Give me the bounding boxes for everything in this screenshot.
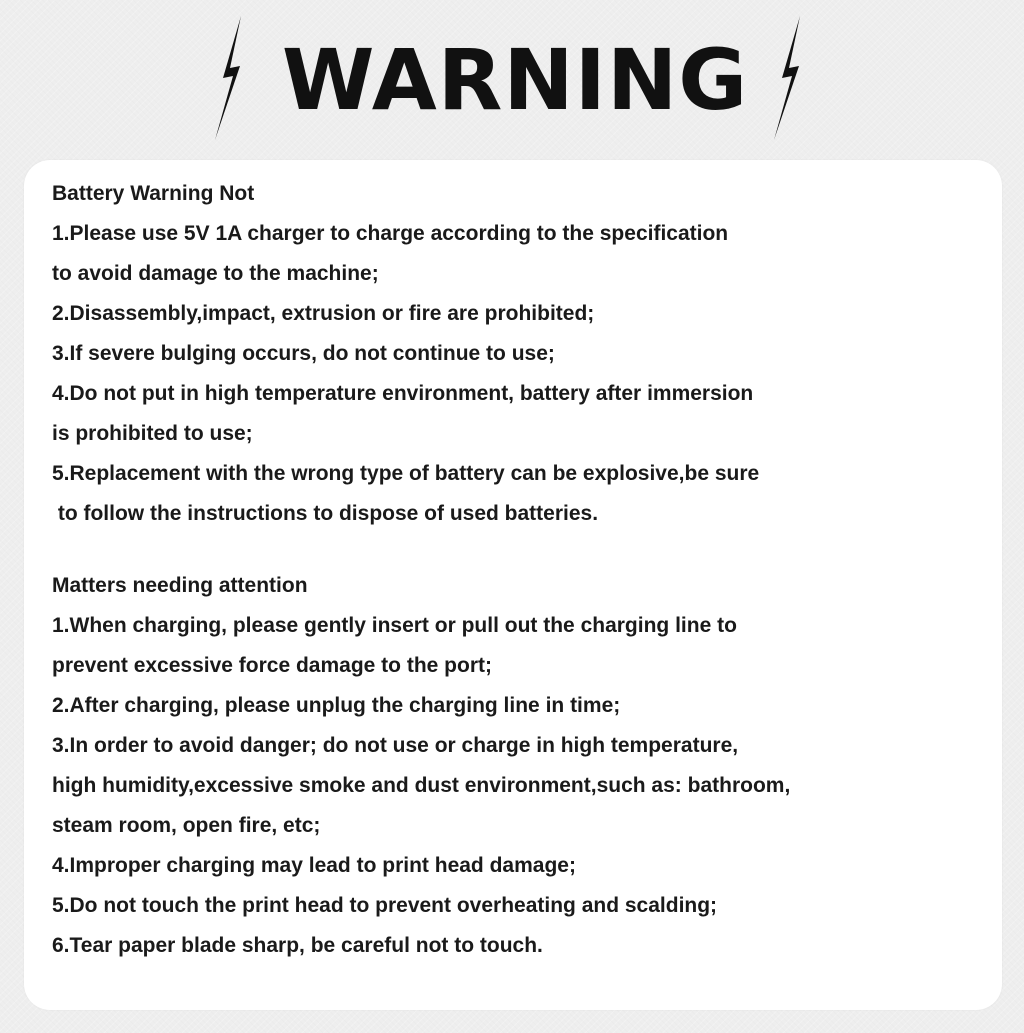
attention-line: steam room, open fire, etc; xyxy=(52,814,321,837)
attention-line: 2.After charging, please unplug the charging line in time; xyxy=(52,694,621,717)
warning-line: 1.Please use 5V 1A charger to charge according to the specification xyxy=(52,222,729,245)
warning-line: 5.Replacement with the wrong type of battery can be explosive,be sure xyxy=(52,462,760,485)
warning-line: to follow the instructions to dispose of used batteries. xyxy=(52,502,599,525)
section-heading: Battery Warning Not xyxy=(52,182,255,205)
attention-line: 5.Do not touch the print head to prevent overheating and scalding; xyxy=(52,894,718,917)
page-title: WARNING xyxy=(281,31,749,129)
attention-line: 4.Improper charging may lead to print head damage; xyxy=(52,854,576,877)
section-heading: Matters needing attention xyxy=(52,574,308,597)
battery-warning-section xyxy=(52,174,759,534)
attention-line: 3.In order to avoid danger; do not use or charge in high temperature, xyxy=(52,734,739,757)
lightning-bolt-icon xyxy=(213,16,253,140)
attention-section xyxy=(52,566,790,966)
warning-line: is prohibited to use; xyxy=(52,422,253,445)
attention-line: 6.Tear paper blade sharp, be careful not to touch. xyxy=(52,934,543,957)
warning-card xyxy=(24,160,1002,1010)
attention-line: high humidity,excessive smoke and dust environment,such as: bathroom, xyxy=(52,774,791,797)
lightning-bolt-icon xyxy=(772,16,812,140)
warning-header xyxy=(0,0,1024,160)
warning-line: 4.Do not put in high temperature environment, battery after immersion xyxy=(52,382,754,405)
attention-line: 1.When charging, please gently insert or pull out the charging line to xyxy=(52,614,737,637)
warning-line: 3.If severe bulging occurs, do not continue to use; xyxy=(52,342,555,365)
warning-line: 2.Disassembly,impact, extrusion or fire are prohibited; xyxy=(52,302,595,325)
attention-line: prevent excessive force damage to the port; xyxy=(52,654,492,677)
warning-line: to avoid damage to the machine; xyxy=(52,262,379,285)
